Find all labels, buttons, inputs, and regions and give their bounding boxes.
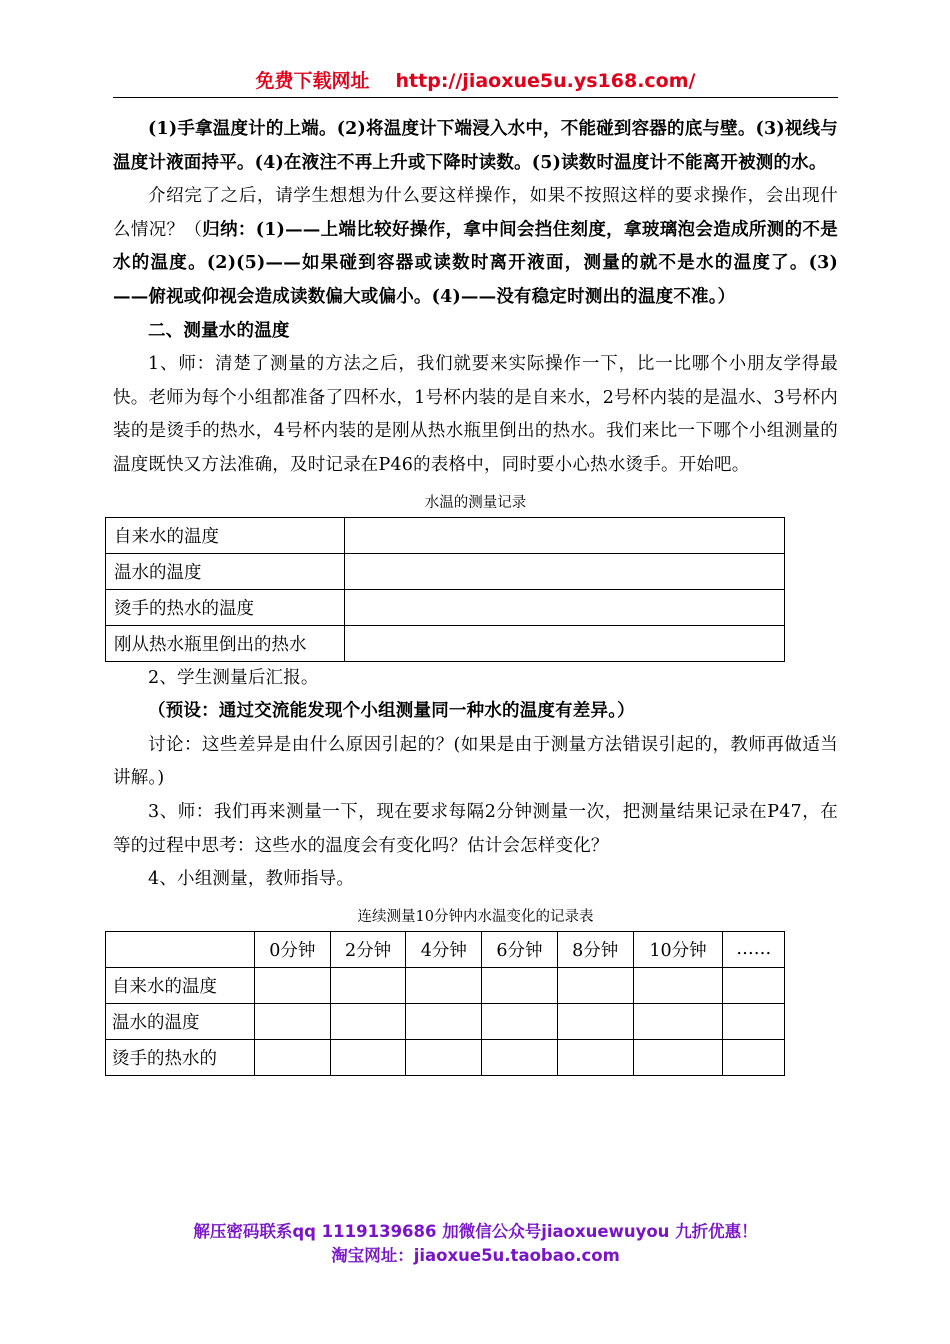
table-row xyxy=(106,1003,785,1039)
table-row xyxy=(106,1039,785,1075)
value-cell xyxy=(255,967,331,1003)
value-cell xyxy=(330,967,406,1003)
table-row xyxy=(106,517,785,553)
value-cell xyxy=(330,1039,406,1075)
value-cell xyxy=(557,967,633,1003)
temperature-change-table xyxy=(105,931,785,1076)
value-cell xyxy=(633,1003,723,1039)
row-label: 烫手的热水的 xyxy=(106,1039,255,1075)
value-cell xyxy=(330,1003,406,1039)
paragraph-operation-steps: (1)手拿温度计的上端。(2)将温度计下端浸入水中，不能碰到容器的底与壁。(3)视线与温度计液面持平。(4)在液注不再上升或下降时读数。(5)读数时温度计不能离开被测的水。 xyxy=(113,119,838,173)
column-header: 4分钟 xyxy=(406,931,482,967)
value-cell xyxy=(345,625,785,661)
water-temperature-table xyxy=(105,517,785,662)
value-cell xyxy=(482,1039,558,1075)
row-label: 烫手的热水的温度 xyxy=(106,589,345,625)
row-label: 温水的温度 xyxy=(106,1003,255,1039)
value-cell xyxy=(482,1003,558,1039)
value-cell xyxy=(557,1039,633,1075)
value-cell xyxy=(723,1039,785,1075)
value-cell xyxy=(557,1003,633,1039)
value-cell xyxy=(406,967,482,1003)
paragraph-discussion xyxy=(113,180,838,314)
corner-cell xyxy=(106,931,255,967)
row-label: 自来水的温度 xyxy=(106,517,345,553)
table2-caption: 连续测量10分钟内水温变化的记录表 xyxy=(357,908,594,925)
row-label: 自来水的温度 xyxy=(106,967,255,1003)
value-cell xyxy=(406,1003,482,1039)
column-header: …… xyxy=(723,931,785,967)
column-header: 0分钟 xyxy=(255,931,331,967)
footer-shop-link[interactable]: 淘宝网址：jiaoxue5u.taobao.com xyxy=(331,1246,620,1265)
paragraph-preset: （预设：通过交流能发现个小组测量同一种水的温度有差异。） xyxy=(148,701,635,722)
discussion-question: 介绍完了之后，请学生想想为什么要这样操作，如果不按照这样的要求操作，会出现什么情况？（ xyxy=(113,186,838,240)
value-cell xyxy=(482,967,558,1003)
discussion-summary: 归纳：(1)——上端比较好操作，拿中间会挡住刻度，拿玻璃泡会造成所测的不是水的温度。(2)(5)——如果碰到容器或读数时离开液面，测量的就不是水的温度了。(3)——俯视或仰视会造成读数偏大或偏小。(4)——没有稳定时测出的温度不准。） xyxy=(113,219,839,307)
value-cell xyxy=(406,1039,482,1075)
table-row xyxy=(106,589,785,625)
value-cell xyxy=(255,1039,331,1075)
value-cell xyxy=(345,553,785,589)
paragraph-report: 2、学生测量后汇报。 xyxy=(148,667,319,688)
column-header: 2分钟 xyxy=(330,931,406,967)
value-cell xyxy=(723,967,785,1003)
value-cell xyxy=(633,967,723,1003)
column-header: 10分钟 xyxy=(633,931,723,967)
footer-contact: 解压密码联系qq 1119139686 加微信公众号jiaoxuewuyou 九折优惠！ xyxy=(193,1222,758,1241)
paragraph-teacher-instruction: 1、师：清楚了测量的方法之后，我们就要来实际操作一下，比一比哪个小朋友学得最快。老师为每个小组都准备了四杯水，1号杯内装的是自来水，2号杯内装的是温水、3号杯内装的是烫手的热水，4号杯内装的是刚从热水瓶里倒出的热水。我们来比一下哪个小组测量的温度既快又方法准确，及时记录在P46的表格中，同时要小心热水烫手。开始吧。 xyxy=(113,354,838,475)
paragraph-group-measure: 4、小组测量，教师指导。 xyxy=(148,869,355,890)
document-body xyxy=(113,113,838,1076)
table-row xyxy=(106,625,785,661)
table-header-row xyxy=(106,931,785,967)
header-label: 免费下载网址 xyxy=(255,70,370,92)
section-heading: 二、测量水的温度 xyxy=(148,320,290,341)
value-cell xyxy=(723,1003,785,1039)
table-row xyxy=(106,553,785,589)
paragraph-remeasure: 3、师：我们再来测量一下，现在要求每隔2分钟测量一次，把测量结果记录在P47，在等的过程中思考：这些水的温度会有变化吗？估计会怎样变化？ xyxy=(113,801,838,856)
header-divider xyxy=(113,97,838,98)
value-cell xyxy=(345,589,785,625)
page-header xyxy=(113,66,838,96)
value-cell xyxy=(633,1039,723,1075)
row-label: 温水的温度 xyxy=(106,553,345,589)
paragraph-discussion-causes: 讨论：这些差异是由什么原因引起的？(如果是由于测量方法错误引起的，教师再做适当讲解。) xyxy=(113,734,838,789)
row-label: 刚从热水瓶里倒出的热水 xyxy=(106,625,345,661)
table1-caption: 水温的测量记录 xyxy=(424,494,527,511)
header-url-link[interactable]: http://jiaoxue5u.ys168.com/ xyxy=(395,70,696,92)
column-header: 8分钟 xyxy=(557,931,633,967)
value-cell xyxy=(345,517,785,553)
column-header: 6分钟 xyxy=(482,931,558,967)
table-row xyxy=(106,967,785,1003)
value-cell xyxy=(255,1003,331,1039)
